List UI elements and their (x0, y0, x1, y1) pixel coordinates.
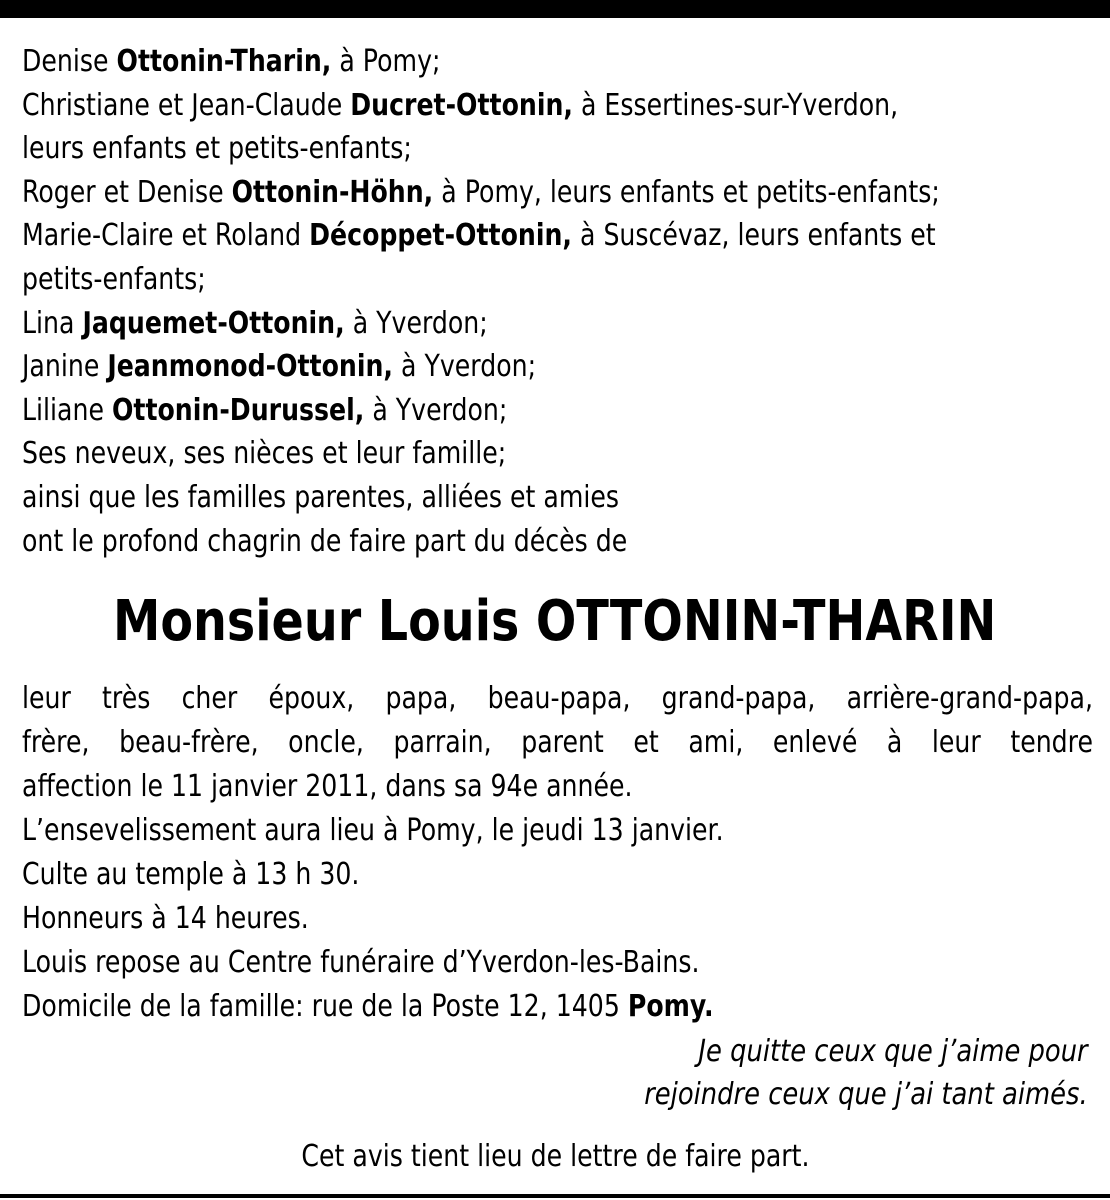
top-rule (0, 0, 1110, 18)
family-name: Ottonin-Höhn, (231, 174, 434, 210)
deceased-name-heading: Monsieur Louis OTTONIN-THARIN (113, 589, 997, 654)
body-line: frère, beau-frère, oncle, parrain, parent et ami, enlevé à leur tendre (22, 725, 1093, 760)
family-line: ont le profond chagrin de faire part du décès de (22, 523, 628, 559)
quote-line: Je quitte ceux que j’aime pour (698, 1034, 1088, 1069)
family-line: Janine Jeanmonod-Ottonin, à Yverdon; (22, 349, 537, 385)
family-line: Denise Ottonin-Tharin, à Pomy; (22, 44, 441, 79)
address-town: Pomy. (627, 989, 714, 1024)
family-line: Roger et Denise Ottonin-Höhn, à Pomy, leurs enfants et petits-enfants; (22, 174, 940, 210)
announcement-body (22, 677, 1093, 1029)
body-line: L’ensevelissement aura lieu à Pomy, le jeudi 13 janvier. (22, 813, 724, 848)
epitaph-quote (645, 1030, 1088, 1116)
family-line: Marie-Claire et Roland Décoppet-Ottonin, à Suscévaz, leurs enfants et (22, 218, 936, 254)
family-line: Liliane Ottonin-Durussel, à Yverdon; (22, 392, 508, 428)
family-line: Ses neveux, ses nièces et leur famille; (22, 436, 507, 472)
body-line: affection le 11 janvier 2011, dans sa 94e année. (22, 769, 633, 804)
notice-text: Cet avis tient lieu de lettre de faire part. (300, 1139, 810, 1174)
family-line: leurs enfants et petits-enfants; (22, 131, 412, 167)
family-name: Jeanmonod-Ottonin, (107, 349, 394, 385)
family-line: petits-enfants; (22, 261, 206, 297)
family-line: Christiane et Jean-Claude Ducret-Ottonin, à Essertines-sur-Yverdon, (22, 87, 899, 123)
family-name: Jaquemet-Ottonin, (82, 305, 345, 341)
family-name: Ottonin-Durussel, (111, 392, 365, 428)
family-list (22, 40, 1093, 563)
family-line: ainsi que les familles parentes, alliées et amies (22, 479, 620, 515)
family-line: Lina Jaquemet-Ottonin, à Yverdon; (22, 305, 488, 341)
body-line: Culte au temple à 13 h 30. (22, 857, 360, 892)
family-name: Ducret-Ottonin, (350, 87, 573, 123)
bottom-rule (0, 1194, 1110, 1198)
quote-line: rejoindre ceux que j’ai tant aimés. (644, 1077, 1088, 1112)
family-name: Décoppet-Ottonin, (309, 218, 572, 254)
family-name: Ottonin-Tharin, (116, 44, 332, 79)
body-line-address: Domicile de la famille: rue de la Poste 12, 1405 Pomy. (22, 989, 714, 1024)
body-line: leur très cher époux, papa, beau-papa, grand-papa, arrière-grand-papa, (22, 681, 1093, 716)
body-line: Louis repose au Centre funéraire d’Yverdon-les-Bains. (22, 945, 700, 980)
body-line: Honneurs à 14 heures. (22, 901, 309, 936)
